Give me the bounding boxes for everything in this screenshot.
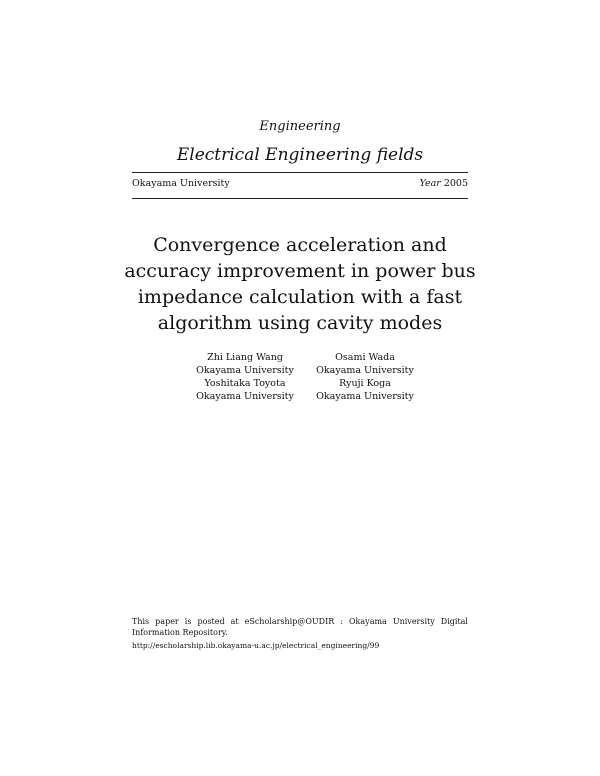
author-name: Ryuji Koga [339,378,391,389]
series-title: Electrical Engineering fields [176,145,424,165]
author-affiliation: Okayama University [316,365,414,376]
year-value: 2005 [443,178,468,189]
author-name: Osami Wada [335,352,395,363]
institution-name: Okayama University [132,178,230,189]
author-affiliation: Okayama University [196,365,294,376]
repository-url[interactable]: http://escholarship.lib.okayama-u.ac.jp/electrical_engineering/99 [132,641,380,650]
author-name: Yoshitaka Toyota [204,378,286,389]
author-affiliation: Okayama University [316,391,414,402]
author-entry [185,377,305,403]
meta-row [132,178,468,189]
author-list [185,351,425,403]
bottom-divider [132,198,468,199]
repository-notice: This paper is posted at eScholarship@OUDIR : Okayama University Digital Information Repository. [132,617,468,637]
year-info [420,178,469,189]
author-name: Zhi Liang Wang [207,352,283,363]
author-entry [305,351,425,377]
paper-title: Convergence acceleration and accuracy improvement in power bus impedance calculation with a fast algorithm using cavity modes [124,234,476,334]
author-affiliation: Okayama University [196,391,294,402]
author-entry [305,377,425,403]
top-divider [132,172,468,173]
author-entry [185,351,305,377]
series-category: Engineering [259,119,341,134]
year-label: Year [419,178,441,189]
